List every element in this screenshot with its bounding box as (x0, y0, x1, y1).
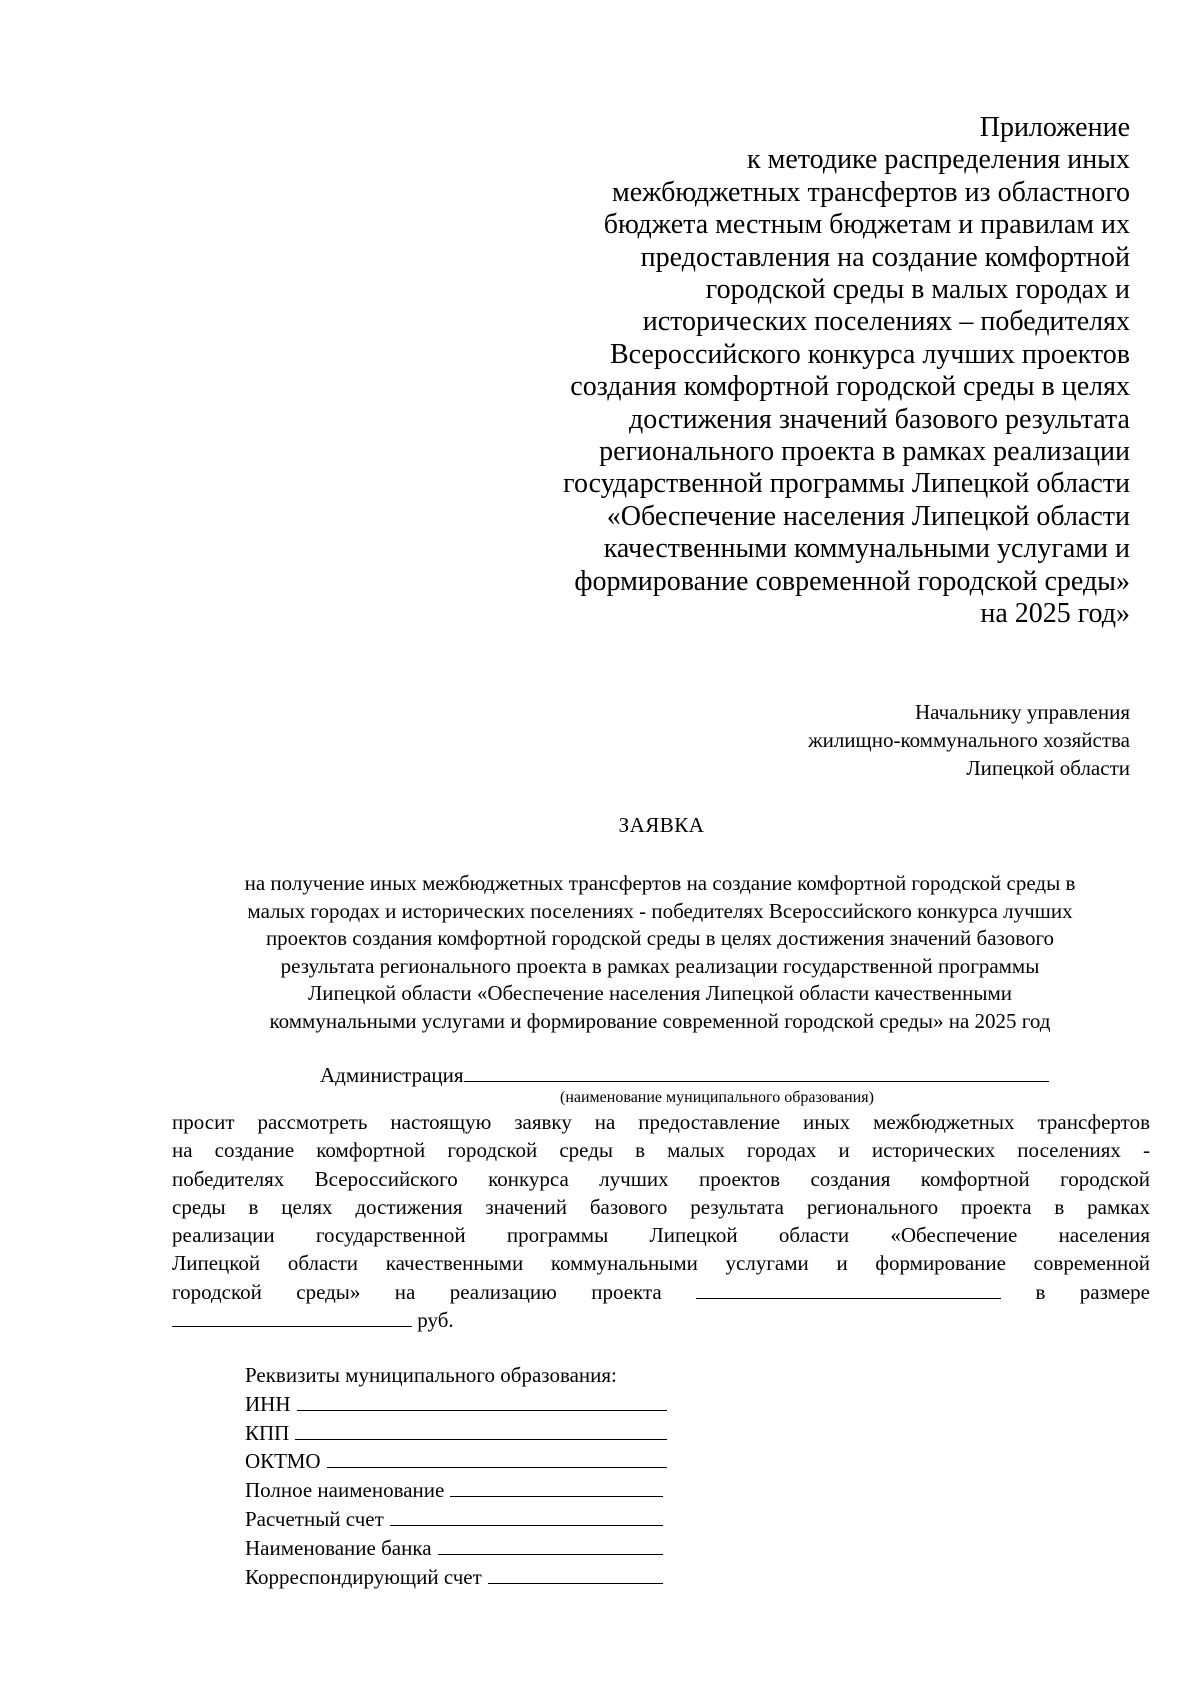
appendix-line: Приложение (979, 112, 1130, 143)
requisite-label: Полное наименование (245, 1478, 445, 1503)
amount-line (172, 1306, 1150, 1334)
appendix-line: качественными коммунальными услугами и (603, 533, 1130, 565)
requisite-row-bank (245, 1534, 663, 1563)
paragraph-line: реализации государственной программы Липецкой области «Обеспечение населения (172, 1223, 1150, 1248)
addressee-line: Липецкой области (966, 756, 1130, 780)
requisite-label: КПП (245, 1420, 290, 1445)
requisite-row-oktmo (245, 1447, 667, 1476)
appendix-line: создания комфортной городской среды в целях (570, 371, 1130, 403)
paragraph-line: просит рассмотреть настоящую заявку на предоставление иных межбюджетных трансфертов (172, 1110, 1150, 1134)
subtitle-line: на получение иных межбюджетных трансфертов на создание комфортной городской среды в (244, 871, 1076, 895)
inn-field[interactable] (297, 1390, 668, 1411)
correspondent-account-field[interactable] (488, 1563, 663, 1584)
requisite-row-account (245, 1505, 663, 1534)
requisite-label: Расчетный счет (245, 1506, 384, 1531)
municipality-name-field[interactable] (464, 1061, 1049, 1082)
document-title-text: ЗАЯВКА (618, 813, 705, 837)
addressee-block (630, 698, 1130, 782)
request-paragraph (172, 1108, 1150, 1334)
paragraph-line: победителях Всероссийского конкурса лучших проектов создания комфортной городской (172, 1166, 1150, 1191)
requisite-row-kpp (245, 1419, 667, 1448)
paragraph-line: на создание комфортной городской среды в малых городах и исторических поселениях - (172, 1138, 1150, 1163)
oktmo-field[interactable] (327, 1447, 667, 1468)
appendix-line: межбюджетных трансфертов из областного (611, 176, 1130, 208)
kpp-field[interactable] (295, 1419, 667, 1440)
requisite-label: Корреспондирующий счет (245, 1564, 482, 1589)
currency-label: руб. (417, 1308, 454, 1333)
project-word: городской (172, 1279, 262, 1304)
requisite-row-full-name (245, 1476, 663, 1505)
addressee-line: Начальнику управления (914, 700, 1130, 724)
subtitle-line: малых городах и исторических поселениях - победителях Всероссийского конкурса лучших (247, 898, 1073, 923)
bank-name-field[interactable] (438, 1534, 663, 1555)
administration-row (320, 1061, 1049, 1088)
appendix-line: на 2025 год» (980, 598, 1130, 630)
appendix-line: Всероссийского конкурса лучших проектов (609, 338, 1130, 370)
full-name-field[interactable] (450, 1476, 663, 1497)
project-word: реализацию (449, 1279, 557, 1304)
document-subtitle (170, 870, 1150, 1035)
project-word: среды» (296, 1279, 361, 1304)
amount-field[interactable] (172, 1306, 412, 1327)
subtitle-line: коммунальными услугами и формирование современной городской среды» на 2025 год (269, 1008, 1051, 1033)
appendix-line: предоставления на создание комфортной (640, 241, 1130, 273)
paragraph-line: Липецкой области качественными коммунальными услугами и формирование современной (172, 1251, 1150, 1276)
appendix-header (510, 112, 1130, 631)
appendix-line: исторических поселениях – победителях (642, 306, 1130, 338)
project-word: в (1035, 1279, 1046, 1304)
appendix-line: формирование современной городской среды» (574, 565, 1130, 597)
project-word: проекта (591, 1279, 662, 1304)
appendix-line: городской среды в малых городах и (705, 274, 1130, 306)
settlement-account-field[interactable] (390, 1505, 663, 1526)
subtitle-line: проектов создания комфортной городской среды в целях достижения значений базового (265, 926, 1055, 950)
project-line (172, 1278, 1150, 1306)
appendix-line: государственной программы Липецкой области (563, 468, 1130, 500)
appendix-line: регионального проекта в рамках реализации (599, 436, 1130, 468)
administration-caption: (наименование муниципального образования) (560, 1089, 874, 1106)
requisite-row-inn (245, 1390, 667, 1419)
project-word: размере (1079, 1279, 1150, 1304)
paragraph-line: среды в целях достижения значений базового результата регионального проекта в рамках (172, 1194, 1150, 1219)
requisite-row-correspondent (245, 1563, 663, 1592)
appendix-line: достижения значений базового результата (628, 403, 1130, 435)
requisite-label: Наименование банка (245, 1535, 432, 1560)
requisite-label: ИНН (245, 1391, 291, 1416)
appendix-line: к методике распределения иных (747, 144, 1130, 176)
requisite-label: ОКТМО (245, 1449, 321, 1474)
project-name-field[interactable] (696, 1278, 1001, 1299)
requisites-title: Реквизиты муниципального образования: (245, 1363, 617, 1387)
document-title (0, 812, 1200, 838)
appendix-line: «Обеспечение населения Липецкой области (606, 500, 1130, 532)
appendix-line: бюджета местным бюджетам и правилам их (603, 209, 1130, 241)
requisites-block (245, 1362, 667, 1591)
addressee-line: жилищно-коммунального хозяйства (808, 728, 1130, 752)
project-word: на (394, 1279, 416, 1304)
administration-label: Администрация (320, 1063, 464, 1087)
subtitle-line: результата регионального проекта в рамках реализации государственной программы (280, 953, 1040, 978)
subtitle-line: Липецкой области «Обеспечение населения Липецкой области качественными (307, 981, 1013, 1005)
